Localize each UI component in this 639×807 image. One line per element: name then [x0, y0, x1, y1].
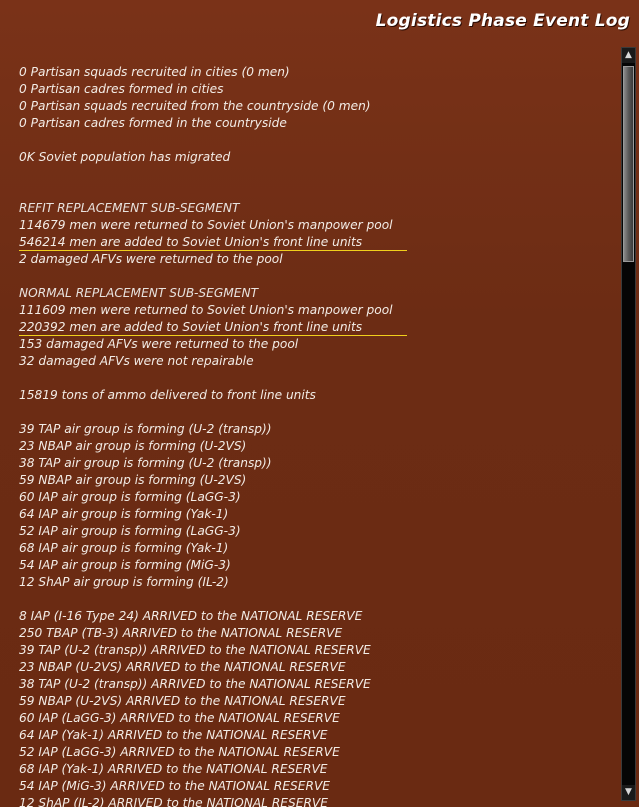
log-line: 64 IAP air group is forming (Yak-1)	[19, 507, 229, 521]
log-line: 2 damaged AFVs were returned to the pool	[19, 252, 283, 266]
log-line	[19, 370, 609, 387]
log-line: 54 IAP (MiG-3) ARRIVED to the NATIONAL RESERVE	[19, 779, 330, 793]
log-line: 250 TBAP (TB-3) ARRIVED to the NATIONAL RESERVE	[19, 626, 343, 640]
log-line: 32 damaged AFVs were not repairable	[19, 354, 254, 368]
log-line: 12 ShAP (IL-2) ARRIVED to the NATIONAL RESERVE	[19, 796, 328, 807]
section-header: NORMAL REPLACEMENT SUB-SEGMENT	[19, 286, 259, 300]
log-line: 59 NBAP (U-2VS) ARRIVED to the NATIONAL RESERVE	[19, 694, 346, 708]
log-line: 60 IAP air group is forming (LaGG-3)	[19, 490, 241, 504]
log-line: 0 Partisan cadres formed in cities	[19, 82, 224, 96]
log-line: 39 TAP (U-2 (transp)) ARRIVED to the NATIONAL RESERVE	[19, 643, 371, 657]
log-line: 12 ShAP air group is forming (IL-2)	[19, 575, 229, 589]
log-line: 111609 men were returned to Soviet Union's manpower pool	[19, 303, 393, 317]
event-log-list	[19, 64, 609, 807]
log-line: 153 damaged AFVs were returned to the pool	[19, 337, 299, 351]
log-line: 59 NBAP air group is forming (U-2VS)	[19, 473, 247, 487]
scrollbar-thumb[interactable]	[623, 66, 634, 262]
section-header: REFIT REPLACEMENT SUB-SEGMENT	[19, 201, 240, 215]
log-line	[19, 268, 609, 285]
vertical-scrollbar[interactable]	[621, 47, 636, 801]
window-title: Logistics Phase Event Log	[375, 11, 630, 31]
log-line: 0 Partisan squads recruited in cities (0 men)	[19, 65, 290, 79]
log-line: 52 IAP air group is forming (LaGG-3)	[19, 524, 241, 538]
log-line: 64 IAP (Yak-1) ARRIVED to the NATIONAL RESERVE	[19, 728, 328, 742]
log-line: 8 IAP (I-16 Type 24) ARRIVED to the NATIONAL RESERVE	[19, 609, 363, 623]
log-line: 0K Soviet population has migrated	[19, 150, 231, 164]
log-line	[19, 183, 609, 200]
log-line: 0 Partisan squads recruited from the countryside (0 men)	[19, 99, 371, 113]
arrow-down-icon[interactable]: ▼	[622, 785, 635, 800]
log-line-text: 220392 men are added to Soviet Union's front line units	[19, 320, 363, 334]
log-line: 68 IAP (Yak-1) ARRIVED to the NATIONAL RESERVE	[19, 762, 328, 776]
log-line	[19, 591, 609, 608]
log-line: 23 NBAP air group is forming (U-2VS)	[19, 439, 247, 453]
log-line: 39 TAP air group is forming (U-2 (transp))	[19, 422, 272, 436]
log-line: 60 IAP (LaGG-3) ARRIVED to the NATIONAL RESERVE	[19, 711, 340, 725]
arrow-up-icon[interactable]: ▲	[622, 48, 635, 63]
log-line: 38 TAP air group is forming (U-2 (transp))	[19, 456, 272, 470]
log-line: 114679 men were returned to Soviet Union's manpower pool	[19, 218, 393, 232]
log-line: 54 IAP air group is forming (MiG-3)	[19, 558, 231, 572]
log-line: 52 IAP (LaGG-3) ARRIVED to the NATIONAL RESERVE	[19, 745, 340, 759]
log-line: 68 IAP air group is forming (Yak-1)	[19, 541, 229, 555]
log-line	[19, 404, 609, 421]
log-line: 23 NBAP (U-2VS) ARRIVED to the NATIONAL RESERVE	[19, 660, 346, 674]
log-line-highlighted	[19, 234, 609, 251]
log-line: 15819 tons of ammo delivered to front line units	[19, 388, 316, 402]
log-line	[19, 166, 609, 183]
log-line: 38 TAP (U-2 (transp)) ARRIVED to the NATIONAL RESERVE	[19, 677, 371, 691]
log-line	[19, 132, 609, 149]
log-line: 0 Partisan cadres formed in the countryside	[19, 116, 287, 130]
log-line-text: 546214 men are added to Soviet Union's front line units	[19, 235, 363, 249]
log-line-highlighted	[19, 319, 609, 336]
